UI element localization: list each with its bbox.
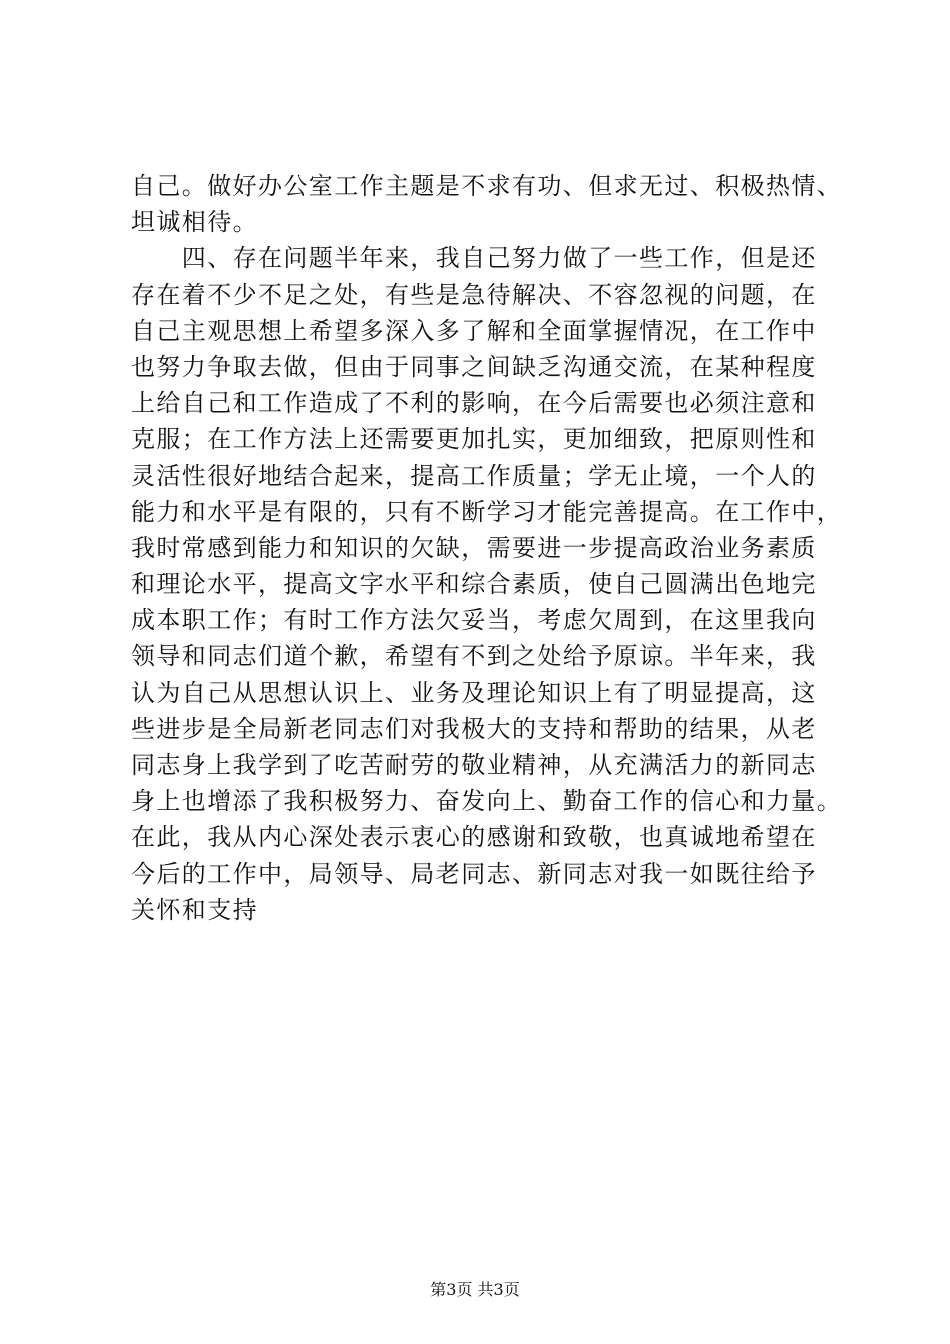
text-line: 关怀和支持: [131, 895, 258, 924]
text-line: 在此，我从内心深处表示衷心的感谢和致敬，也真诚地希望在: [131, 823, 817, 852]
text-line: 同志身上我学到了吃苦耐劳的敬业精神，从充满活力的新同志: [131, 751, 817, 779]
text-line: 能力和水平是有限的，只有不断学习才能完善提高。在工作中，: [131, 497, 843, 526]
text-line: 灵活性很好地结合起来，提高工作质量；学无止境，一个人的: [131, 461, 817, 490]
text-line: 和理论水平，提高文字水平和综合素质，使自己圆满出色地完: [131, 570, 817, 599]
text-line: 存在着不少不足之处，有些是急待解决、不容忽视的问题，在: [131, 280, 817, 309]
text-line: 也努力争取去做，但由于同事之间缺乏沟通交流，在某种程度: [131, 352, 817, 381]
text-line: 成本职工作；有时工作方法欠妥当，考虑欠周到，在这里我向: [131, 606, 817, 635]
paragraph-start-line: 四、存在问题半年来，我自己努力做了一些工作，但是还: [131, 244, 817, 273]
text-line: 领导和同志们道个歉，希望有不到之处给予原谅。半年来，我: [131, 642, 817, 671]
text-line: 坦诚相待。: [131, 208, 258, 237]
text-line: 上给自己和工作造成了不利的影响，在今后需要也必须注意和: [131, 389, 817, 418]
text-line: 自己。做好办公室工作主题是不求有功、但求无过、积极热情、: [131, 172, 843, 200]
text-line: 些进步是全局新老同志们对我极大的支持和帮助的结果，从老: [131, 714, 817, 743]
text-line: 自己主观思想上希望多深入多了解和全面掌握情况，在工作中: [131, 316, 817, 345]
text-line: 今后的工作中，局领导、局老同志、新同志对我一如既往给予: [131, 859, 817, 888]
page-number-footer: 第3页 共3页: [430, 1280, 520, 1299]
text-line: 克服；在工作方法上还需要更加扎实，更加细致，把原则性和: [131, 425, 817, 454]
text-line: 身上也增添了我积极努力、奋发向上、勤奋工作的信心和力量。: [131, 787, 843, 816]
text-line: 认为自己从思想认识上、业务及理论知识上有了明显提高，这: [131, 678, 817, 707]
text-line: 我时常感到能力和知识的欠缺，需要进一步提高政治业务素质: [131, 533, 817, 562]
body-text: [131, 168, 843, 928]
